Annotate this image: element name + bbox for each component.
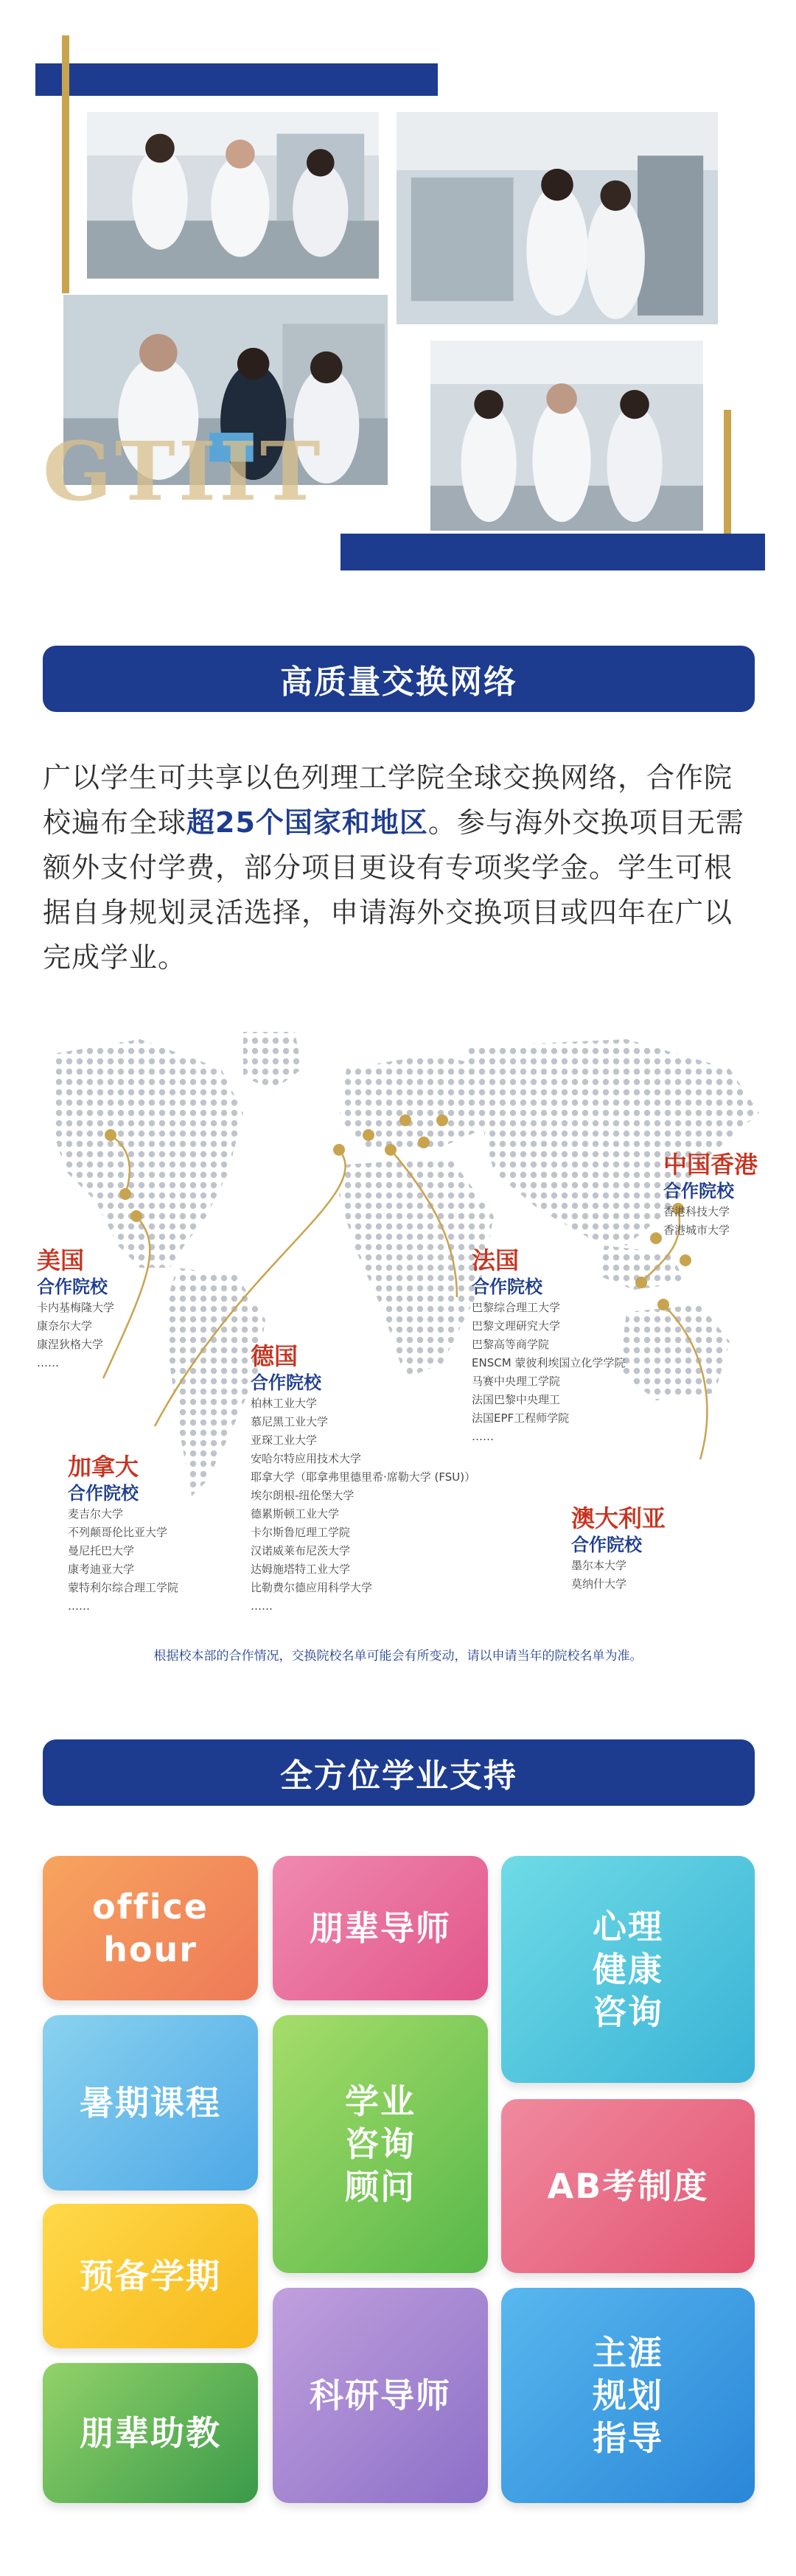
school-item: 康奈尔大学 (37, 1319, 93, 1333)
school-item: 巴黎高等商学院 (472, 1338, 550, 1351)
tile-ab-exam[interactable]: AB考制度 (501, 2099, 755, 2273)
region-hongkong (663, 1150, 758, 1240)
school-list (571, 1557, 666, 1594)
tile-prep-semester[interactable]: 预备学期 (43, 2204, 258, 2348)
tile-peer-ta[interactable]: 朋辈助教 (43, 2363, 258, 2503)
region-sub: 合作院校 (251, 1372, 321, 1393)
school-item: 耶拿大学（耶拿弗里德里希·席勒大学 (FSU)） (251, 1470, 476, 1484)
map-footnote: 根据校本部的合作情况，交换院校名单可能会有所变动，请以申请当年的院校名单为准。 (153, 1649, 643, 1664)
region-sub: 合作院校 (68, 1483, 139, 1504)
support-section-title: 全方位学业支持 (43, 1739, 755, 1806)
tile-mental-health[interactable]: 心理 健康 咨询 (501, 1856, 755, 2083)
school-list (663, 1203, 758, 1240)
tile-office-hour[interactable]: office hour (43, 1856, 258, 2000)
school-item: 达姆施塔特工业大学 (251, 1563, 351, 1576)
school-item: …… (472, 1430, 494, 1443)
school-item: 康考迪亚大学 (68, 1563, 135, 1576)
school-list (37, 1299, 114, 1372)
school-item: 慕尼黑工业大学 (251, 1415, 329, 1428)
gtiit-watermark: GTIIT (43, 424, 324, 519)
region-sub: 合作院校 (472, 1277, 542, 1297)
school-item: …… (37, 1356, 59, 1369)
school-item: 马赛中央理工学院 (472, 1375, 561, 1388)
intro-text-before: 广以学生可共享以色列理工学院全球交换网络，合作院校遍布全球 (43, 761, 733, 839)
exchange-section-title: 高质量交换网络 (43, 646, 755, 712)
tile-career-guidance[interactable]: 主涯 规划 指导 (501, 2288, 755, 2503)
region-sub: 合作院校 (663, 1181, 734, 1201)
region-france (472, 1246, 625, 1446)
region-germany (251, 1341, 475, 1616)
school-item: 曼尼托巴大学 (68, 1544, 135, 1557)
exchange-intro (43, 755, 755, 980)
school-item: 亚琛工业大学 (251, 1434, 318, 1447)
school-list (68, 1505, 178, 1616)
school-item: 比勒费尔德应用科学大学 (251, 1581, 373, 1594)
school-item: 麦吉尔大学 (68, 1507, 124, 1521)
tile-research-mentor[interactable]: 科研导师 (273, 2288, 488, 2503)
region-australia (571, 1504, 666, 1594)
school-item: 巴黎综合理工大学 (472, 1301, 561, 1314)
school-item: 柏林工业大学 (251, 1397, 318, 1410)
school-list (472, 1299, 625, 1446)
lab-photo-4 (429, 339, 705, 532)
region-name: 法国 (472, 1246, 520, 1274)
school-item: 法国巴黎中央理工 (472, 1393, 561, 1406)
school-item: 安哈尔特应用技术大学 (251, 1452, 362, 1465)
region-sub: 合作院校 (37, 1277, 108, 1297)
region-canada (68, 1452, 178, 1616)
tile-summer-courses[interactable]: 暑期课程 (43, 2015, 258, 2191)
school-item: 埃尔朗根-纽伦堡大学 (251, 1489, 355, 1502)
school-item: 卡内基梅隆大学 (37, 1301, 115, 1314)
tile-peer-mentor[interactable]: 朋辈导师 (273, 1856, 488, 2000)
intro-text-after: 。参与海外交换项目无需额外支付学费，部分项目更设有专项奖学金。学生可根据自身规划灵活选择，申请海外交换项目或四年在广以完成学业。 (43, 806, 744, 974)
school-item: ENSCM 蒙彼利埃国立化学学院 (472, 1356, 626, 1369)
school-list (251, 1395, 475, 1616)
school-item: 蒙特利尔综合理工学院 (68, 1581, 179, 1594)
tile-academic-advisor[interactable]: 学业 咨询 顾问 (273, 2015, 488, 2273)
school-item: …… (68, 1599, 90, 1613)
school-item: 莫纳什大学 (571, 1577, 627, 1591)
world-map (22, 1025, 774, 1636)
school-item: 不列颠哥伦比亚大学 (68, 1526, 168, 1539)
school-item: 巴黎文理研究大学 (472, 1319, 561, 1333)
intro-highlight: 超25个国家和地区 (186, 806, 428, 839)
school-item: …… (251, 1599, 273, 1613)
region-name: 中国香港 (663, 1151, 758, 1179)
region-usa (37, 1246, 114, 1372)
region-sub: 合作院校 (571, 1535, 642, 1555)
school-item: 德累斯顿工业大学 (251, 1507, 340, 1521)
navy-bar-bottom (341, 534, 765, 570)
school-item: 墨尔本大学 (571, 1559, 627, 1572)
gold-bar-left (62, 35, 69, 301)
lab-photo-1 (85, 111, 380, 280)
region-name: 德国 (251, 1342, 298, 1370)
region-name: 美国 (37, 1246, 85, 1274)
gold-bar-right (724, 410, 731, 550)
school-item: 香港科技大学 (663, 1205, 730, 1218)
region-name: 加拿大 (68, 1453, 139, 1481)
school-item: 卡尔斯鲁厄理工学院 (251, 1526, 351, 1539)
region-name: 澳大利亚 (571, 1504, 666, 1532)
school-item: 汉诺威莱布尼茨大学 (251, 1544, 351, 1557)
school-item: 康涅狄格大学 (37, 1338, 104, 1351)
navy-bar-top (35, 63, 438, 96)
lab-photo-2 (395, 111, 719, 326)
school-item: 香港城市大学 (663, 1224, 730, 1237)
school-item: 法国EPF工程师学院 (472, 1411, 570, 1425)
route-france (391, 1150, 457, 1297)
